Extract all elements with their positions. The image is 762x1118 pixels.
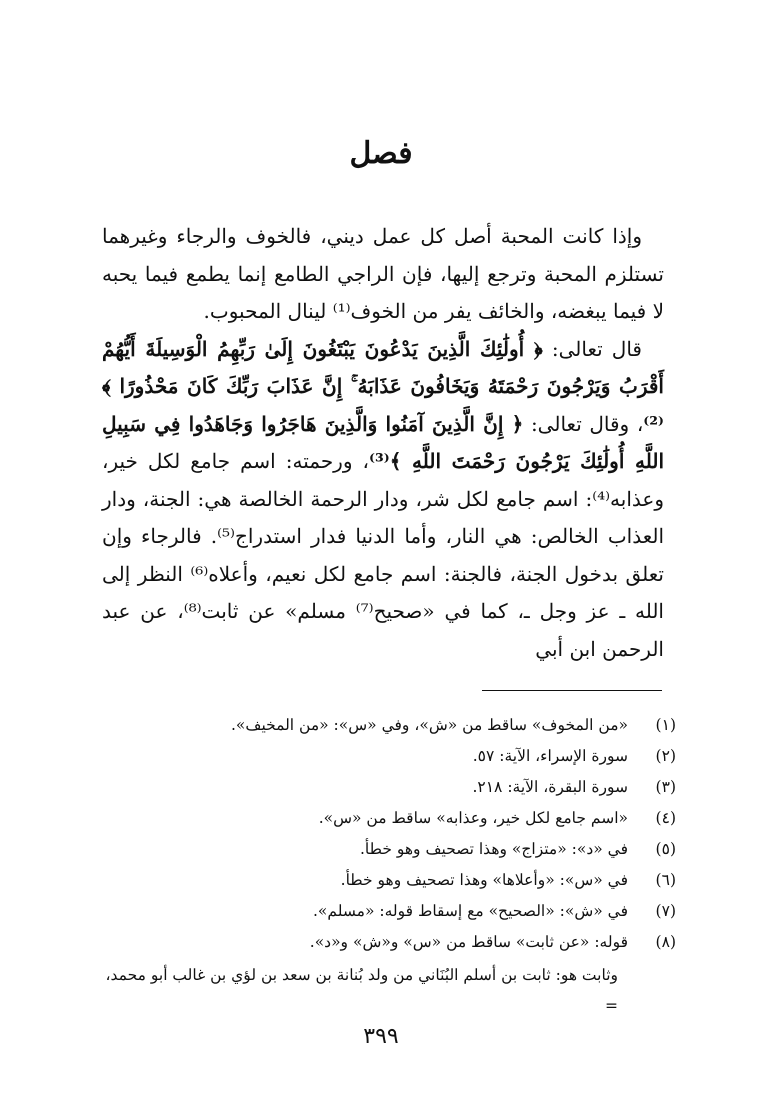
footnote [100, 772, 676, 803]
footnote [100, 896, 676, 927]
paragraph-2-intro: قال تعالى: [542, 336, 642, 361]
footnote [100, 710, 676, 741]
footnote [100, 865, 676, 896]
footnote [100, 803, 676, 834]
footnote-number: (٢) [655, 747, 676, 765]
footnote-text: سورة البقرة، الآية: ٢١٨. [472, 778, 628, 796]
footnote [100, 927, 676, 958]
main-text [102, 218, 664, 668]
paragraph-2 [102, 331, 664, 669]
quran-verse-2: ﴿ إِنَّ الَّذِينَ آمَنُوا وَالَّذِينَ هَاجَرُوا وَجَاهَدُوا فِي سَبِيلِ اللَّهِ أُولَٰئِكَ يَرْجُونَ رَحْمَتَ اللَّهِ ﴾⁽³⁾ [102, 411, 665, 473]
footnote-number: (٧) [655, 902, 676, 920]
footnote [100, 741, 676, 772]
footnote-text: سورة الإسراء، الآية: ٥٧. [472, 747, 628, 765]
footnote-text: قوله: «عن ثابت» ساقط من «س» و«ش» و«د». [309, 933, 628, 951]
quran-verse-1: ﴿ أُولَٰئِكَ الَّذِينَ يَدْعُونَ يَبْتَغُونَ إِلَىٰ رَبِّهِمُ الْوَسِيلَةَ أَيُّهُمْ أَقْرَبُ وَيَرْجُونَ رَحْمَتَهُ وَيَخَافُونَ عَذَابَهُ ۚ إِنَّ عَذَابَ رَبِّكَ كَانَ مَحْذُورًا ﴾⁽²⁾ [102, 336, 664, 436]
footnote-text: «اسم جامع لكل خير، وعذابه» ساقط من «س». [318, 809, 628, 827]
footnote-number: (٣) [655, 778, 676, 796]
footnotes [100, 710, 676, 1022]
footnote-text: في «د»: «متزاج» وهذا تصحيف وهو خطأ. [360, 840, 628, 858]
paragraph-2-rest: ، ورحمته: اسم جامع لكل خير، وعذابه⁽⁴⁾: اسم جامع لكل شر، ودار الرحمة الخالصة هي: الجنة، ودار العذاب الخالص: هي النار، وأما الدنيا فدار استدراج⁽⁵⁾. فالرجاء وإن تعلق بدخول الجنة، فالجنة: اسم جامع لكل نعيم، وأعلاه⁽⁶⁾ النظر إلى الله ـ عز وجل ـ، كما في «صحيح⁽⁷⁾ مسلم» عن ثابت⁽⁸⁾، عن عبد الرحمن ابن أبي [102, 449, 665, 661]
footnote-text: «من المخوف» ساقط من «ش»، وفي «س»: «من المخيف». [230, 716, 628, 734]
footnote-number: (٤) [655, 809, 676, 827]
page-number: ٣٩٩ [363, 1024, 399, 1049]
footnote-continuation: وثابت هو: ثابت بن أسلم البُنَاني من ولد بُنانة بن سعد بن لؤي بن غالب أبو محمد، = [105, 966, 618, 1015]
footnote-number: (١) [655, 716, 676, 734]
footnote-text: في «س»: «وأعلاها» وهذا تصحيف وهو خطأ. [340, 871, 628, 889]
footnote-number: (٦) [655, 871, 676, 889]
footnote-divider [482, 690, 662, 691]
paragraph-1: وإذا كانت المحبة أصل كل عمل ديني، فالخوف والرجاء وغيرهما تستلزم المحبة وترجع إليها، فإن الراجي الطامع إنما يطمع فيما يحبه لا فيما يبغضه، والخائف يفر من الخوف⁽¹⁾ لينال المحبوب. [102, 224, 664, 323]
footnote-number: (٥) [655, 840, 676, 858]
footnote [100, 834, 676, 865]
footnote-text: في «ش»: «الصحيح» مع إسقاط قوله: «مسلم». [312, 902, 628, 920]
paragraph-2-mid: ، وقال تعالى: [523, 411, 644, 436]
footnote-number: (٨) [655, 933, 676, 951]
section-heading: فصل [349, 136, 413, 171]
